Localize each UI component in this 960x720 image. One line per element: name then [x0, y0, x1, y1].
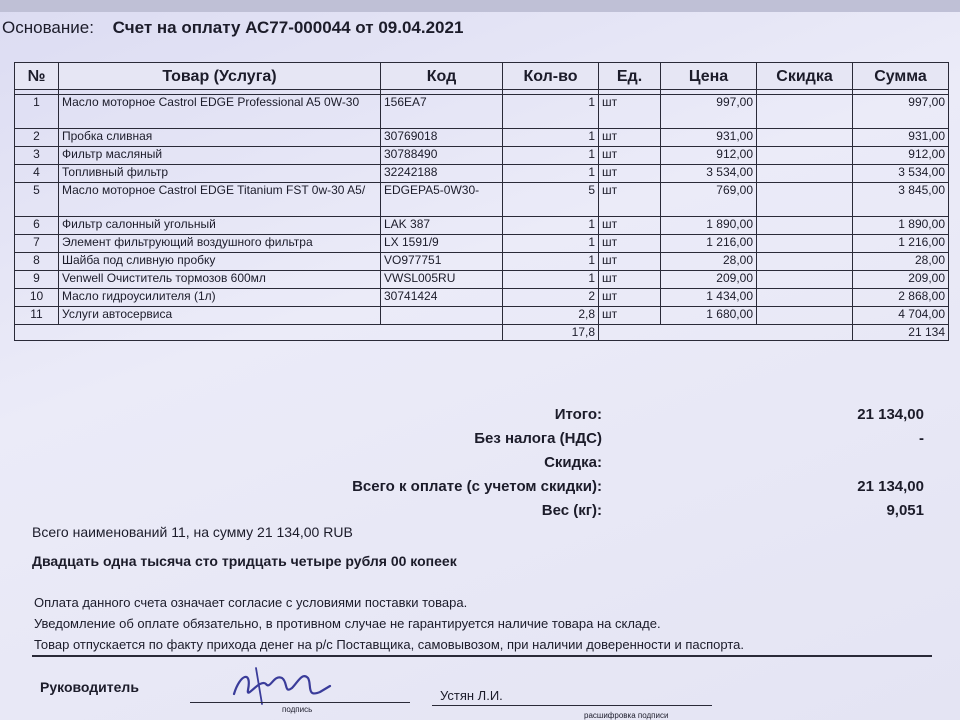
total-quantity: 17,8 [503, 325, 599, 341]
summary-payable [284, 474, 924, 498]
row-product: Услуги автосервиса [59, 307, 381, 325]
row-number: 5 [15, 183, 59, 217]
row-discount [757, 253, 853, 271]
handwritten-signature [226, 664, 336, 710]
row-discount [757, 271, 853, 289]
row-quantity: 2,8 [503, 307, 599, 325]
row-discount [757, 183, 853, 217]
row-sum: 997,00 [853, 95, 949, 129]
col-header-product: Товар (Услуга) [59, 63, 381, 90]
basis-label: Основание: [2, 18, 94, 37]
row-sum: 1 890,00 [853, 217, 949, 235]
row-number: 2 [15, 129, 59, 147]
row-unit: шт [599, 165, 661, 183]
row-product: Фильтр салонный угольный [59, 217, 381, 235]
row-sum: 912,00 [853, 147, 949, 165]
row-price: 1 434,00 [661, 289, 757, 307]
row-sum: 931,00 [853, 129, 949, 147]
summary-weight-label: Вес (кг): [541, 501, 602, 519]
row-price: 931,00 [661, 129, 757, 147]
row-unit: шт [599, 289, 661, 307]
terms-line: Оплата данного счета означает согласие с условиями поставки товара. [34, 595, 468, 610]
table-row [15, 253, 949, 271]
col-header-code: Код [381, 63, 503, 90]
row-number: 4 [15, 165, 59, 183]
row-code: 32242188 [381, 165, 503, 183]
col-header-number: № [15, 63, 59, 90]
name-hint: расшифровка подписи [584, 711, 669, 720]
row-number: 8 [15, 253, 59, 271]
row-price: 28,00 [661, 253, 757, 271]
row-price: 912,00 [661, 147, 757, 165]
row-number: 10 [15, 289, 59, 307]
row-sum: 4 704,00 [853, 307, 949, 325]
row-sum: 209,00 [853, 271, 949, 289]
row-quantity: 1 [503, 129, 599, 147]
row-price: 769,00 [661, 183, 757, 217]
row-discount [757, 95, 853, 129]
basis-value: Счет на оплату АС77-000044 от 09.04.2021 [112, 18, 464, 37]
items-count-line: Всего наименований 11, на сумму 21 134,00 RUB [32, 524, 353, 540]
table-row [15, 147, 949, 165]
row-unit: шт [599, 253, 661, 271]
row-number: 1 [15, 95, 59, 129]
total-sum: 21 134 [853, 325, 949, 341]
payment-terms [34, 592, 744, 655]
summary-discount [284, 450, 924, 474]
amount-in-words: Двадцать одна тысяча сто тридцать четыре рубля 00 копеек [32, 553, 457, 569]
row-number: 3 [15, 147, 59, 165]
table-row [15, 95, 949, 129]
terms-line: Уведомление об оплате обязательно, в противном случае не гарантируется наличие товара на складе. [34, 616, 661, 631]
row-code: VWSL005RU [381, 271, 503, 289]
table-header-row [15, 63, 949, 90]
summary-weight-value: 9,051 [886, 501, 924, 519]
signer-name: Устян Л.И. [440, 688, 503, 703]
row-unit: шт [599, 235, 661, 253]
row-quantity: 5 [503, 183, 599, 217]
row-code: VO977751 [381, 253, 503, 271]
row-discount [757, 217, 853, 235]
signature-line [190, 702, 410, 703]
col-header-sum: Сумма [853, 63, 949, 90]
row-number: 7 [15, 235, 59, 253]
invoice-table [14, 62, 949, 341]
summary-block [284, 402, 924, 522]
row-quantity: 1 [503, 271, 599, 289]
signature-hint: подпись [282, 705, 313, 714]
director-label: Руководитель [40, 679, 139, 695]
row-price: 997,00 [661, 95, 757, 129]
row-sum: 3 845,00 [853, 183, 949, 217]
row-price: 1 216,00 [661, 235, 757, 253]
summary-total [284, 402, 924, 426]
top-edge-strip [0, 0, 960, 12]
row-product: Топливный фильтр [59, 165, 381, 183]
row-quantity: 2 [503, 289, 599, 307]
row-code: LX 1591/9 [381, 235, 503, 253]
row-unit: шт [599, 129, 661, 147]
row-price: 1 680,00 [661, 307, 757, 325]
summary-discount-label: Скидка: [544, 453, 602, 471]
row-price: 3 534,00 [661, 165, 757, 183]
table-row [15, 183, 949, 217]
row-product: Масло гидроусилителя (1л) [59, 289, 381, 307]
row-number: 11 [15, 307, 59, 325]
summary-payable-label: Всего к оплате (с учетом скидки): [352, 477, 602, 495]
table-row [15, 165, 949, 183]
summary-total-label: Итого: [554, 405, 602, 423]
row-price: 209,00 [661, 271, 757, 289]
table-row [15, 235, 949, 253]
row-product: Venwell Очиститель тормозов 600мл [59, 271, 381, 289]
table-row [15, 217, 949, 235]
table-row [15, 289, 949, 307]
summary-total-value: 21 134,00 [857, 405, 924, 423]
row-code: 30788490 [381, 147, 503, 165]
col-header-unit: Ед. [599, 63, 661, 90]
row-quantity: 1 [503, 95, 599, 129]
row-product: Масло моторное Castrol EDGE Professional A5 0W-30 [59, 95, 381, 129]
row-discount [757, 235, 853, 253]
row-discount [757, 165, 853, 183]
terms-line: Товар отпускается по факту прихода денег на р/с Поставщика, самовывозом, при наличии доверенности и паспорта. [34, 637, 744, 652]
row-discount [757, 307, 853, 325]
row-number: 9 [15, 271, 59, 289]
row-sum: 1 216,00 [853, 235, 949, 253]
row-code: LAK 387 [381, 217, 503, 235]
row-discount [757, 147, 853, 165]
table-total-row [15, 325, 949, 341]
summary-weight [284, 498, 924, 522]
name-line [432, 705, 712, 706]
row-unit: шт [599, 95, 661, 129]
total-row-blank [599, 325, 853, 341]
row-unit: шт [599, 147, 661, 165]
row-code: 30769018 [381, 129, 503, 147]
basis-line [2, 18, 463, 38]
col-header-price: Цена [661, 63, 757, 90]
row-quantity: 1 [503, 217, 599, 235]
row-discount [757, 129, 853, 147]
row-product: Масло моторное Castrol EDGE Titanium FST 0w-30 A5/ [59, 183, 381, 217]
row-unit: шт [599, 183, 661, 217]
summary-tax-value: - [919, 429, 924, 447]
row-quantity: 1 [503, 147, 599, 165]
row-unit: шт [599, 217, 661, 235]
row-product: Элемент фильтрующий воздушного фильтра [59, 235, 381, 253]
row-quantity: 1 [503, 165, 599, 183]
table-row [15, 271, 949, 289]
row-unit: шт [599, 271, 661, 289]
col-header-discount: Скидка [757, 63, 853, 90]
summary-tax [284, 426, 924, 450]
row-sum: 2 868,00 [853, 289, 949, 307]
row-quantity: 1 [503, 235, 599, 253]
divider-line [32, 655, 932, 657]
row-code: 30741424 [381, 289, 503, 307]
table-row [15, 307, 949, 325]
summary-tax-label: Без налога (НДС) [474, 429, 602, 447]
row-product: Фильтр масляный [59, 147, 381, 165]
row-product: Пробка сливная [59, 129, 381, 147]
row-discount [757, 289, 853, 307]
table-row [15, 129, 949, 147]
summary-payable-value: 21 134,00 [857, 477, 924, 495]
row-sum: 3 534,00 [853, 165, 949, 183]
row-number: 6 [15, 217, 59, 235]
total-row-spacer [15, 325, 503, 341]
row-unit: шт [599, 307, 661, 325]
row-code: EDGEPA5-0W30- [381, 183, 503, 217]
row-sum: 28,00 [853, 253, 949, 271]
col-header-quantity: Кол-во [503, 63, 599, 90]
row-code [381, 307, 503, 325]
row-quantity: 1 [503, 253, 599, 271]
row-product: Шайба под сливную пробку [59, 253, 381, 271]
row-code: 156EA7 [381, 95, 503, 129]
row-price: 1 890,00 [661, 217, 757, 235]
